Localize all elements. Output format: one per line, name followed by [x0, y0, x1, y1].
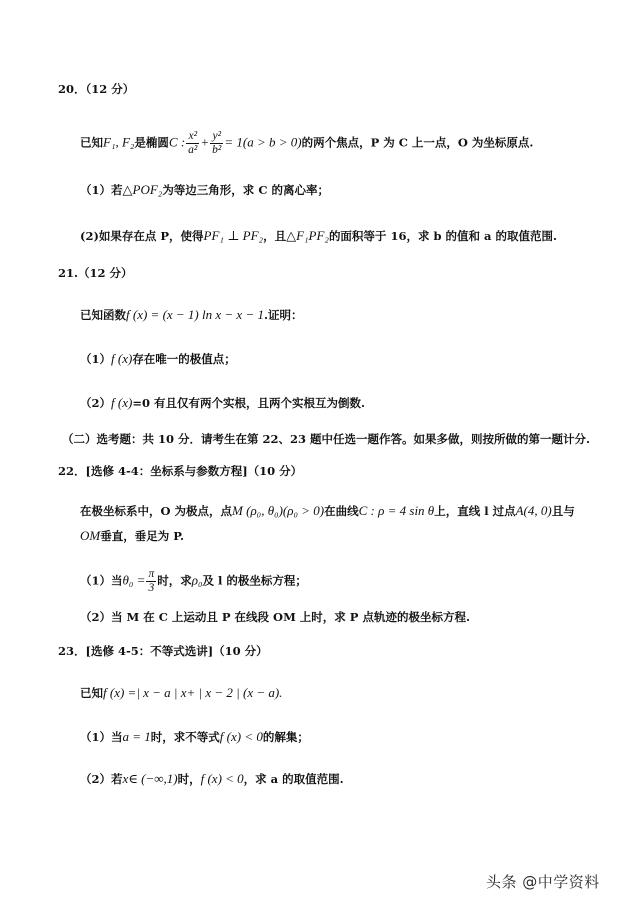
q20-header: 20．（12 分） — [58, 82, 135, 96]
q23-part2: （2）若x∈ (−∞,1)时，f (x) < 0，求 a 的取值范围. — [80, 771, 344, 786]
q22-part1: （1）当θ₀ = $\frac{\pi}{3}$ 时，求ρ₀及 l 的极坐标方程； — [80, 568, 307, 594]
x-fraction: $\frac{\text{x²}}{\text{a²}}$ — [188, 130, 198, 156]
q20-stem: 已知F₁, F₂是椭圆C : $\frac{\text{x²}}{\text{a²}}$ + $\frac{\text{y²}}{\text{b²}}$ = 1(a > b > 0)的两个焦点，P 为 C 上一点，O 为坐标原点. — [80, 130, 534, 156]
q22-header: 22．[选修 4-4：坐标系与参数方程]（10 分） — [58, 464, 303, 478]
q20-part1: （1）若△POF₂为等边三角形，求 C 的离心率； — [80, 182, 329, 197]
section2-heading: （二）选考题：共 10 分．请考生在第 22、23 题中任选一题作答。如果多做，则按所做的第一题计分. — [62, 432, 591, 446]
q23-stem: 已知f (x) =| x − a | x+ | x − 2 | (x − a). — [80, 685, 283, 700]
y-fraction: $\frac{\text{y²}}{\text{b²}}$ — [212, 130, 222, 156]
q22-stem: 在极坐标系中，O 为极点，点M (ρ₀, θ₀)(ρ₀ > 0)在曲线C : ρ = 4 sin θ上，直线 l 过点A(4, 0)且与 — [80, 503, 575, 518]
q21-header: 21.（12 分） — [58, 266, 133, 280]
watermark-text: 头条 @中学资料 — [486, 873, 600, 891]
q21-part1: （1）f (x)存在唯一的极值点； — [80, 351, 236, 366]
q21-part2: （2）f (x)=0 有且仅有两个实根，且两个实根互为倒数. — [80, 395, 365, 410]
q23-header: 23．[选修 4-5：不等式选讲]（10 分） — [58, 644, 268, 658]
q22-stem-line2: OM垂直，垂足为 P. — [80, 528, 184, 543]
q20-part2: (2)如果存在点 P，使得PF₁ ⊥ PF₂，且△F₁PF₂的面积等于 16，求 b 的值和 a 的取值范围. — [80, 228, 557, 243]
q22-part2: （2）当 M 在 C 上运动且 P 在线段 OM 上时，求 P 点轨迹的极坐标方程. — [80, 610, 470, 624]
q23-part1: （1）当a = 1时，求不等式f (x) < 0的解集； — [80, 729, 309, 744]
pi-over-3-fraction: $\frac{\pi}{3}$ — [148, 568, 155, 594]
q21-stem: 已知函数f (x) = (x − 1) ln x − x − 1.证明： — [80, 307, 303, 322]
